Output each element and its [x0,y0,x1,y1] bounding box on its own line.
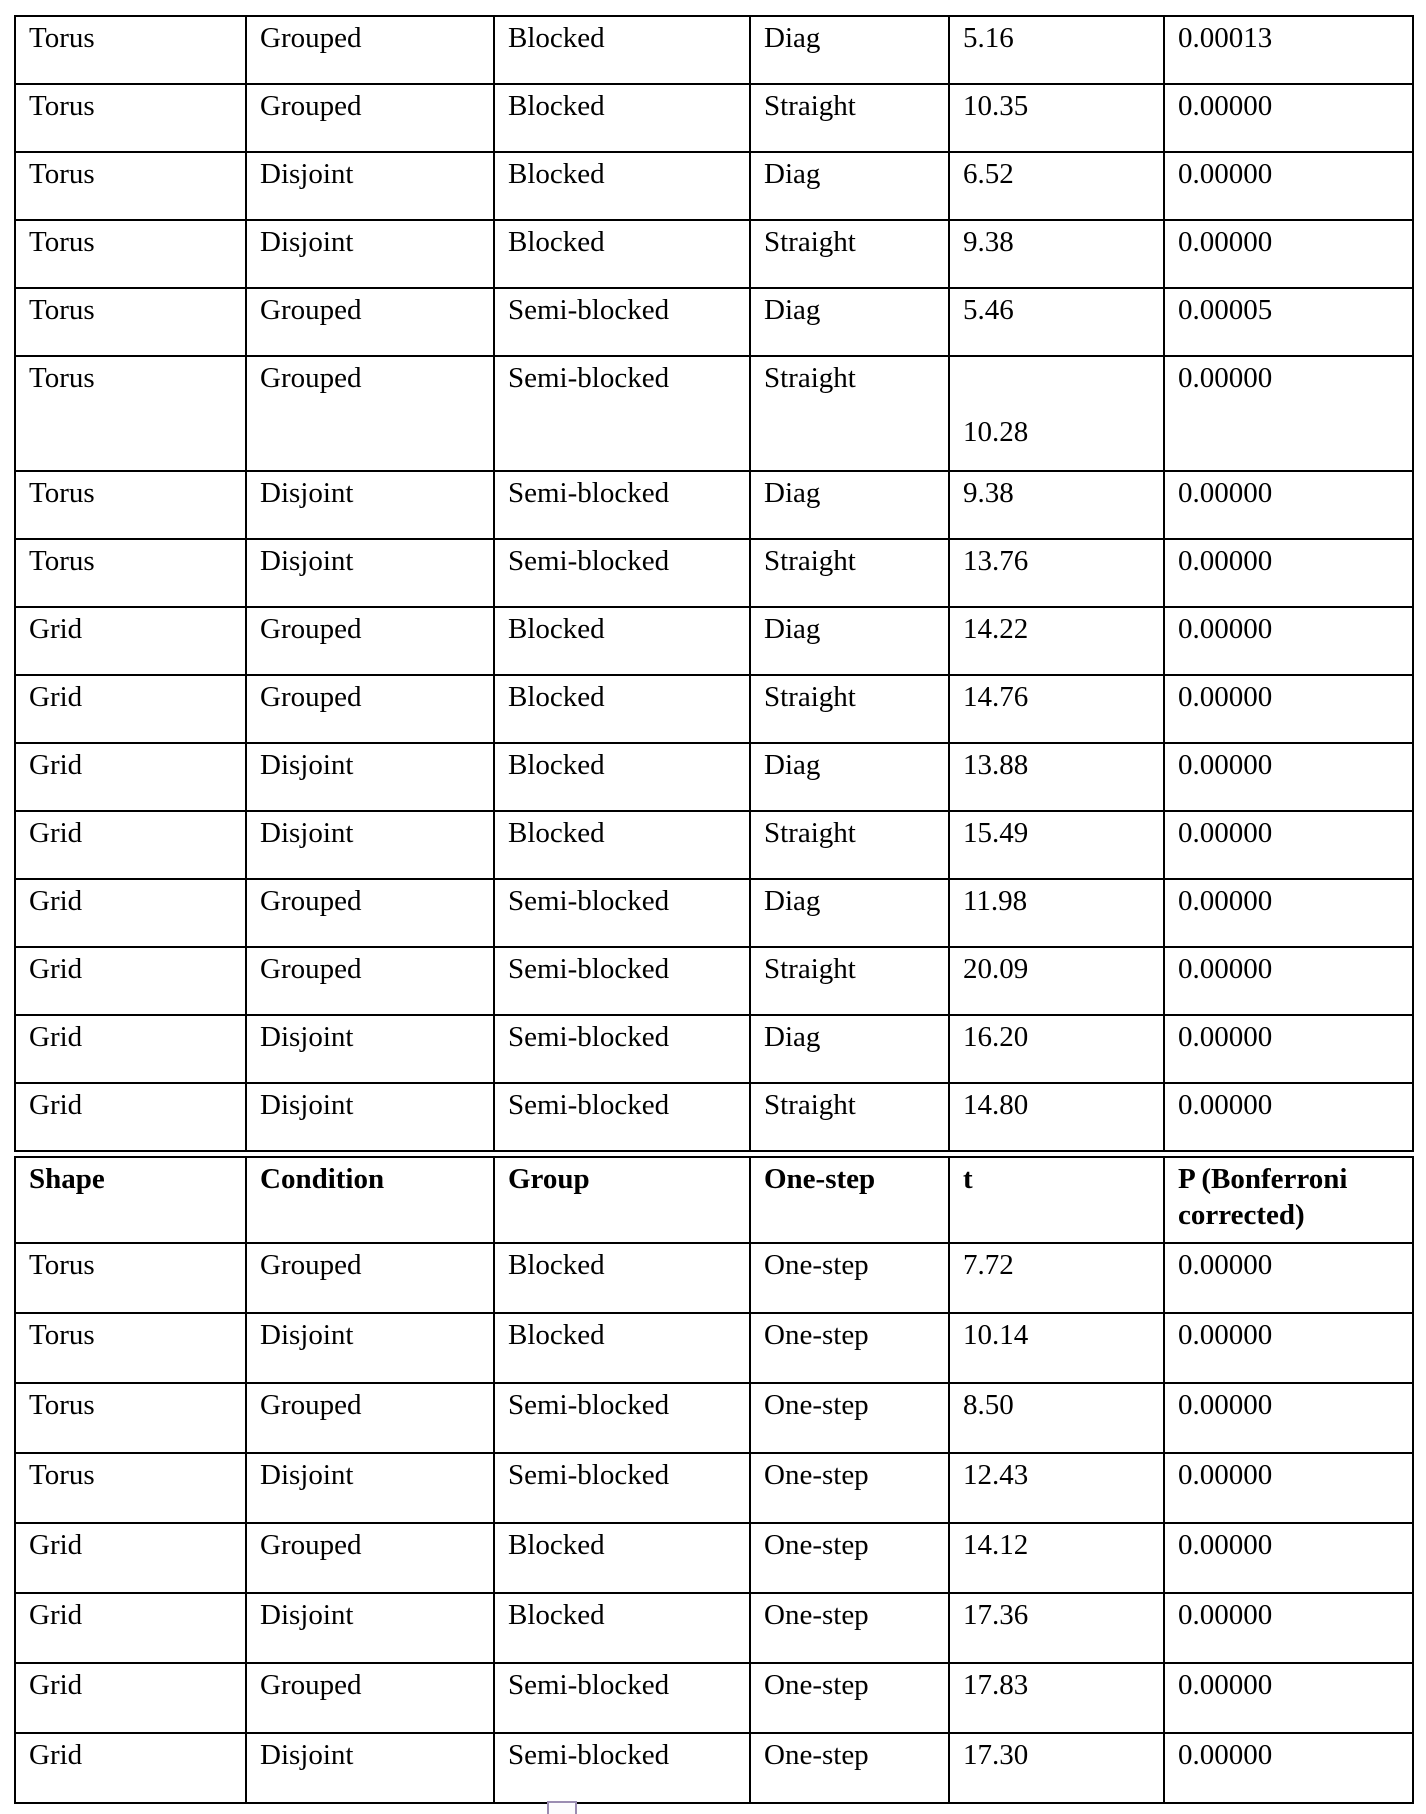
cell-group: Blocked [494,1593,750,1663]
cell-condition: Grouped [246,1523,494,1593]
cell-path: Straight [750,220,949,288]
table-row [15,1453,1413,1523]
cell-shape: Grid [15,879,246,947]
cell-path: Straight [750,811,949,879]
cell-group: Semi-blocked [494,288,750,356]
table-row [15,539,1413,607]
cell-p: 0.00005 [1164,288,1413,356]
cell-group: Semi-blocked [494,1083,750,1151]
cell-shape: Grid [15,1015,246,1083]
cell-shape: Grid [15,675,246,743]
cell-path: Diag [750,471,949,539]
cell-p: 0.00000 [1164,1593,1413,1663]
cell-p: 0.00000 [1164,1083,1413,1151]
table-row [15,356,1413,471]
cell-shape: Torus [15,1383,246,1453]
cell-shape: Grid [15,1593,246,1663]
cell-path: Diag [750,879,949,947]
table-row [15,1593,1413,1663]
cell-one-step: One-step [750,1523,949,1593]
header-cell-p: P (Bonferroni corrected) [1164,1157,1413,1243]
cell-t: 11.98 [949,879,1164,947]
cell-shape: Grid [15,1733,246,1803]
cell-t: 7.72 [949,1243,1164,1313]
cell-one-step: One-step [750,1663,949,1733]
cell-shape: Grid [15,811,246,879]
cell-p: 0.00000 [1164,152,1413,220]
cell-path: Diag [750,16,949,84]
table-row [15,811,1413,879]
cell-condition: Grouped [246,675,494,743]
cell-group: Semi-blocked [494,356,750,471]
cell-group: Semi-blocked [494,1733,750,1803]
cell-shape: Grid [15,607,246,675]
header-cell-shape: Shape [15,1157,246,1243]
cell-group: Blocked [494,16,750,84]
header-cell-one-step: One-step [750,1157,949,1243]
cell-shape: Grid [15,1663,246,1733]
cell-p: 0.00000 [1164,220,1413,288]
cell-p: 0.00000 [1164,1523,1413,1593]
cell-p: 0.00000 [1164,356,1413,471]
cell-one-step: One-step [750,1453,949,1523]
cell-group: Semi-blocked [494,539,750,607]
cell-shape: Torus [15,1313,246,1383]
cell-group: Semi-blocked [494,879,750,947]
cell-group: Blocked [494,1523,750,1593]
cell-condition: Grouped [246,84,494,152]
cell-t: 14.76 [949,675,1164,743]
cell-condition: Grouped [246,1383,494,1453]
table-row [15,1313,1413,1383]
cell-path: Diag [750,152,949,220]
cell-p: 0.00000 [1164,84,1413,152]
cell-one-step: One-step [750,1733,949,1803]
cell-group: Semi-blocked [494,1453,750,1523]
cell-group: Semi-blocked [494,1383,750,1453]
cell-shape: Torus [15,471,246,539]
cell-t: 14.12 [949,1523,1164,1593]
cell-one-step: One-step [750,1313,949,1383]
table-row [15,84,1413,152]
cell-condition: Grouped [246,288,494,356]
cell-p: 0.00000 [1164,1733,1413,1803]
cell-shape: Grid [15,1523,246,1593]
cell-t: 16.20 [949,1015,1164,1083]
cell-shape: Torus [15,84,246,152]
cell-p: 0.00000 [1164,1383,1413,1453]
cell-t: 14.22 [949,607,1164,675]
cell-condition: Grouped [246,1243,494,1313]
header-row [15,1157,1413,1243]
cell-group: Blocked [494,84,750,152]
cell-condition: Disjoint [246,220,494,288]
cell-t: 17.83 [949,1663,1164,1733]
cell-p: 0.00000 [1164,1313,1413,1383]
cell-p: 0.00000 [1164,811,1413,879]
cell-t: 13.76 [949,539,1164,607]
table-row [15,152,1413,220]
cell-t: 5.16 [949,16,1164,84]
cell-condition: Grouped [246,607,494,675]
cell-t: 12.43 [949,1453,1164,1523]
cell-group: Blocked [494,1243,750,1313]
cell-shape: Grid [15,743,246,811]
table-row [15,607,1413,675]
cell-shape: Torus [15,1243,246,1313]
table-row [15,1243,1413,1313]
table-row [15,1733,1413,1803]
cell-shape: Torus [15,16,246,84]
cell-t: 9.38 [949,471,1164,539]
cell-p: 0.00000 [1164,675,1413,743]
cell-condition: Disjoint [246,1593,494,1663]
header-cell-group: Group [494,1157,750,1243]
cell-t: 10.35 [949,84,1164,152]
cell-path: Diag [750,607,949,675]
cell-t: 9.38 [949,220,1164,288]
cell-path: Straight [750,356,949,471]
cell-t: 15.49 [949,811,1164,879]
cell-p: 0.00013 [1164,16,1413,84]
cell-condition: Disjoint [246,1453,494,1523]
cell-group: Blocked [494,152,750,220]
cell-one-step: One-step [750,1383,949,1453]
cell-group: Blocked [494,607,750,675]
table-row [15,675,1413,743]
cell-p: 0.00000 [1164,607,1413,675]
table-row [15,1083,1413,1151]
cell-t: 6.52 [949,152,1164,220]
cell-condition: Disjoint [246,1733,494,1803]
cell-t: 17.36 [949,1593,1164,1663]
cell-group: Semi-blocked [494,471,750,539]
cell-p: 0.00000 [1164,1015,1413,1083]
header-cell-condition: Condition [246,1157,494,1243]
cell-shape: Torus [15,539,246,607]
cell-shape: Torus [15,288,246,356]
cell-condition: Grouped [246,1663,494,1733]
table-row [15,947,1413,1015]
cell-group: Semi-blocked [494,1015,750,1083]
cell-group: Blocked [494,1313,750,1383]
cell-condition: Disjoint [246,1313,494,1383]
cell-p: 0.00000 [1164,1663,1413,1733]
cell-condition: Grouped [246,879,494,947]
upper-results-table [14,15,1414,1152]
cell-group: Semi-blocked [494,1663,750,1733]
page-edge-marker [547,1801,577,1814]
table-row [15,1015,1413,1083]
table-row [15,1663,1413,1733]
cell-group: Blocked [494,743,750,811]
cell-t: 5.46 [949,288,1164,356]
cell-condition: Disjoint [246,471,494,539]
cell-condition: Grouped [246,356,494,471]
cell-group: Blocked [494,675,750,743]
cell-shape: Grid [15,1083,246,1151]
cell-path: Diag [750,1015,949,1083]
cell-t: 20.09 [949,947,1164,1015]
table-row [15,879,1413,947]
cell-path: Straight [750,1083,949,1151]
table-row [15,220,1413,288]
cell-condition: Disjoint [246,1015,494,1083]
cell-shape: Torus [15,1453,246,1523]
cell-t: 10.28 [949,356,1164,471]
cell-p: 0.00000 [1164,947,1413,1015]
table-row [15,1523,1413,1593]
cell-path: Straight [750,539,949,607]
cell-t: 8.50 [949,1383,1164,1453]
cell-p: 0.00000 [1164,1243,1413,1313]
header-cell-t: t [949,1157,1164,1243]
cell-p: 0.00000 [1164,539,1413,607]
cell-one-step: One-step [750,1243,949,1313]
cell-t: 10.14 [949,1313,1164,1383]
lower-results-table [14,1156,1414,1804]
cell-condition: Disjoint [246,743,494,811]
cell-path: Straight [750,947,949,1015]
table-row [15,471,1413,539]
cell-condition: Disjoint [246,1083,494,1151]
cell-shape: Torus [15,220,246,288]
cell-condition: Grouped [246,947,494,1015]
cell-path: Diag [750,288,949,356]
cell-group: Blocked [494,811,750,879]
cell-path: Diag [750,743,949,811]
cell-p: 0.00000 [1164,879,1413,947]
cell-p: 0.00000 [1164,743,1413,811]
table-row [15,16,1413,84]
cell-p: 0.00000 [1164,471,1413,539]
cell-shape: Torus [15,152,246,220]
cell-shape: Grid [15,947,246,1015]
cell-condition: Grouped [246,16,494,84]
results-tables [14,15,1412,1804]
cell-t: 13.88 [949,743,1164,811]
cell-t: 14.80 [949,1083,1164,1151]
cell-condition: Disjoint [246,152,494,220]
cell-one-step: One-step [750,1593,949,1663]
cell-t: 17.30 [949,1733,1164,1803]
cell-condition: Disjoint [246,811,494,879]
cell-group: Semi-blocked [494,947,750,1015]
cell-p: 0.00000 [1164,1453,1413,1523]
cell-shape: Torus [15,356,246,471]
table-row [15,288,1413,356]
table-row [15,743,1413,811]
cell-condition: Disjoint [246,539,494,607]
cell-path: Straight [750,675,949,743]
table-row [15,1383,1413,1453]
cell-group: Blocked [494,220,750,288]
cell-path: Straight [750,84,949,152]
